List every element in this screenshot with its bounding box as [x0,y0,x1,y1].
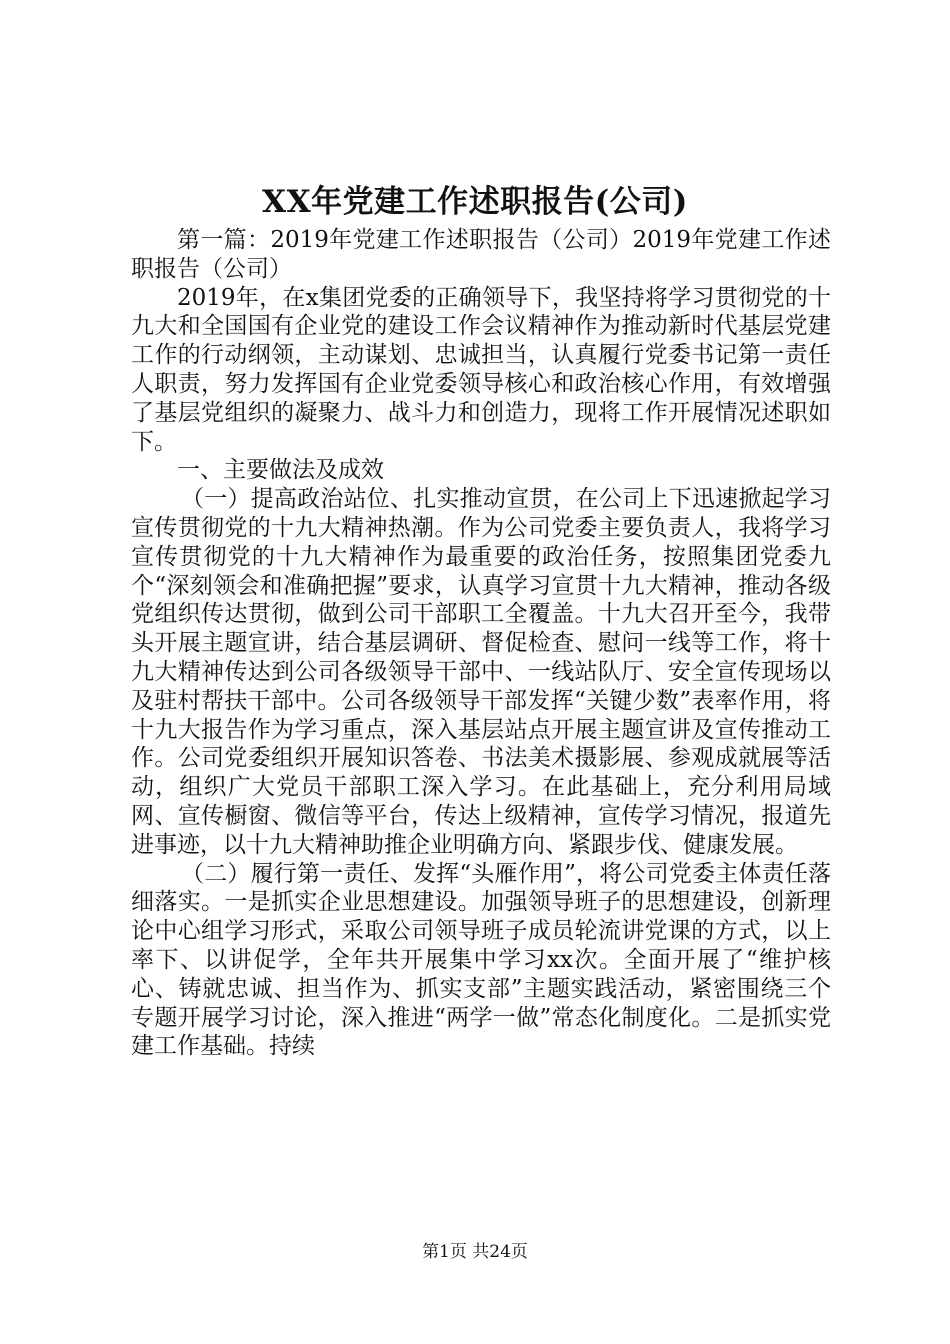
page-footer: 第1页 共24页 [422,1242,528,1262]
paragraph-item-2: （二）履行第一责任、发挥“头雁作用”，将公司党委主体责任落细落实。一是抓实企业思想建设。加强领导班子的思想建设，创新理论中心组学习形式，采取公司领导班子成员轮流讲党课的方式，以上率下、以讲促学，全年共开展集中学习xx次。全面开展了“维护核心、铸就忠诚、担当作为、抓实支部”主题实践活动，紧密围绕三个专题开展学习讨论，深入推进“两学一做”常态化制度化。二是抓实党建工作基础。持续 [131,860,831,1060]
paragraph-summary: 2019年，在x集团党委的正确领导下，我坚持将学习贯彻党的十九大和全国国有企业党的建设工作会议精神作为推动新时代基层党建工作的行动纲领，主动谋划、忠诚担当，认真履行党委书记第一责任人职责，努力发挥国有企业党委领导核心和政治核心作用，有效增强了基层党组织的凝聚力、战斗力和创造力，现将工作开展情况述职如下。 [131,284,831,455]
section-heading: 一、主要做法及成效 [177,457,384,484]
paragraph-item-1: （一）提高政治站位、扎实推动宣贯，在公司上下迅速掀起学习宣传贯彻党的十九大精神热潮。作为公司党委主要负责人，我将学习宣传贯彻党的十九大精神作为最重要的政治任务，按照集团党委九个“深刻领会和准确把握”要求，认真学习宣贯十九大精神，推动各级党组织传达贯彻，做到公司干部职工全覆盖。十九大召开至今，我带头开展主题宣讲，结合基层调研、督促检查、慰问一线等工作，将十九大精神传达到公司各级领导干部中、一线站队厅、安全宣传现场以及驻村帮扶干部中。公司各级领导干部发挥“关键少数”表率作用，将十九大报告作为学习重点，深入基层站点开展主题宣讲及宣传推动工作。公司党委组织开展知识答卷、书法美术摄影展、参观成就展等活动，组织广大党员干部职工深入学习。在此基础上，充分利用局域网、宣传橱窗、微信等平台，传达上级精神，宣传学习情况，报道先进事迹，以十九大精神助推企业明确方向、紧跟步伐、健康发展。 [131,486,831,858]
document-title: XX年党建工作述职报告(公司) [262,184,688,220]
paragraph-intro: 第一篇：2019年党建工作述职报告（公司）2019年党建工作述职报告（公司） [131,227,831,282]
document-body [131,226,831,1061]
